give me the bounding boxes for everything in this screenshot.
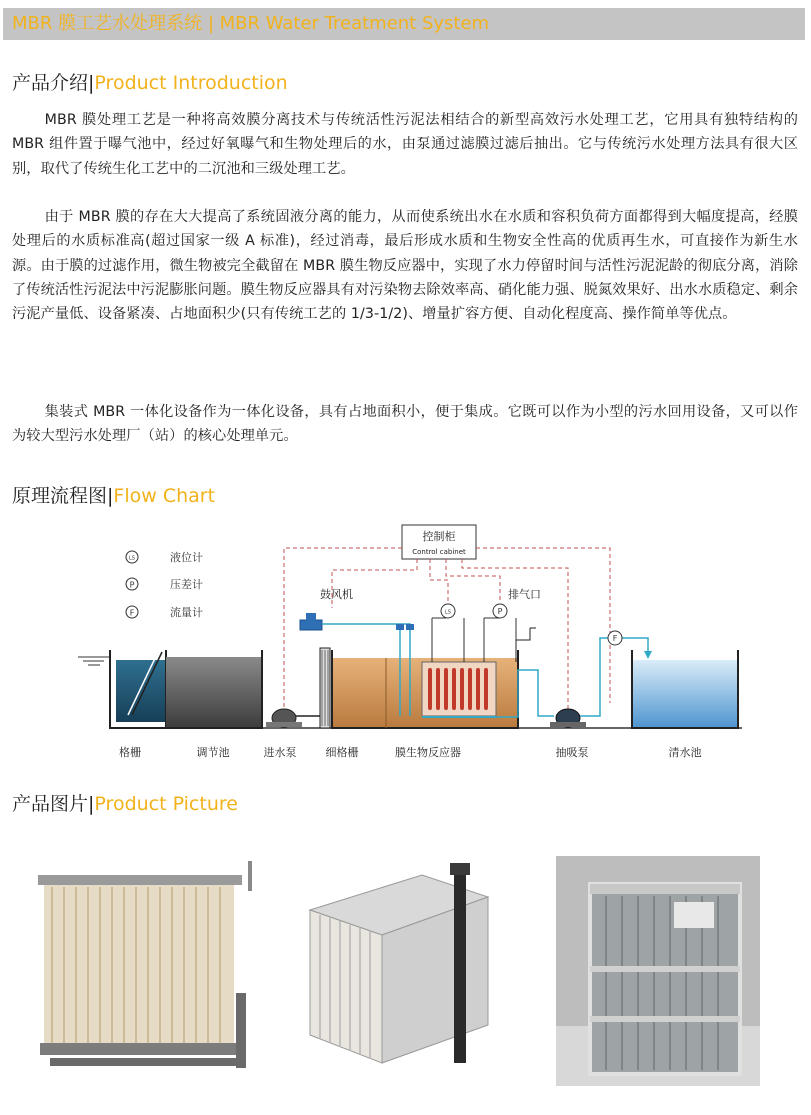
legend-label-flow: 流量计	[170, 606, 203, 619]
flow-heading-en: Flow Chart	[113, 485, 216, 507]
product-photo-flat-sheet-module	[302, 855, 494, 1075]
flow-legend	[126, 550, 203, 619]
product-photo-membrane-rack	[30, 853, 252, 1078]
stage-label-clear-water-tank: 清水池	[668, 746, 702, 759]
exhaust-label: 排气口	[508, 588, 541, 601]
clear-water-tank	[632, 650, 738, 728]
product-photo-steel-frame-module	[556, 856, 760, 1086]
control-cabinet-label-en: Control cabinet	[412, 548, 466, 556]
stage-label-mbr-reactor: 膜生物反应器	[395, 746, 461, 759]
legend-symbol-ls: LS	[129, 555, 135, 562]
intro-paragraph-2: 由于 MBR 膜的存在大大提高了系统固液分离的能力，从而使系统出水在水质和容积负荷方面都得到大幅度提高，经膜处理后的水质标准高(超过国家一级 A 标准)，经过消毒，最后形成水质和生物安全性高的优质再生水，可直接作为新生水源。由于膜的过滤作用，微生物被完全截留在 MBR 膜生物反应器中，实现了水力停留时间与活性污泥泥龄的彻底分离，消除了传统活性污泥法中污泥膨胀问题。膜生物反应器具有对污染物去除效率高、硝化能力强、脱氮效果好、出水水质稳定、剩余污泥产量低、设备紧凑、占地面积少(只有传统工艺的 1/3-1/2)、增量扩容方便、自动化程度高、操作简单等优点。	[12, 209, 798, 323]
mbr-reactor	[332, 650, 518, 728]
intro-heading-en: Product Introduction	[94, 72, 288, 94]
stage-label-suction-pump: 抽吸泵	[555, 746, 589, 759]
stage-label-inlet-pump: 进水泵	[263, 746, 297, 759]
control-cabinet-label-cn: 控制柜	[422, 530, 456, 543]
intro-heading: 产品介绍|Product Introduction	[12, 72, 288, 94]
gauge-ls-symbol: LS	[445, 609, 451, 616]
stage-label-screen: 格栅	[119, 746, 141, 759]
intro-heading-cn: 产品介绍	[12, 72, 89, 94]
page-title: MBR 膜工艺水处理系统 | MBR Water Treatment System	[12, 13, 490, 34]
regulating-tank	[166, 650, 262, 728]
fine-screen	[320, 648, 330, 728]
screen-tank	[110, 650, 166, 728]
blower-label: 鼓风机	[320, 588, 353, 601]
flow-heading: 原理流程图|Flow Chart	[12, 485, 216, 507]
legend-symbol-p: P	[129, 580, 135, 590]
intro-paragraph-1: MBR 膜处理工艺是一种将高效膜分离技术与传统活性污泥法相结合的新型高效污水处理工艺，它用具有独特结构的 MBR 组件置于曝气池中，经过好氧曝气和生物处理后的水，由泵通过滤膜过滤后抽出。它与传统污水处理方法具有很大区别，取代了传统生化工艺中的二沉池和三级处理工艺。	[12, 112, 798, 177]
pictures-heading-en: Product Picture	[94, 793, 238, 815]
legend-label-level: 液位计	[170, 551, 203, 564]
reactor-gauges	[432, 604, 516, 662]
stage-label-fine-screen: 细格栅	[325, 746, 359, 759]
gauge-p-symbol: P	[497, 607, 503, 616]
legend-symbol-f: F	[129, 608, 135, 618]
pictures-heading: 产品图片|Product Picture	[12, 793, 238, 815]
stage-label-regulating-tank: 调节池	[196, 746, 230, 759]
flow-chart-diagram	[70, 520, 746, 766]
legend-label-pressure: 压差计	[170, 578, 203, 591]
control-cabinet	[402, 525, 476, 559]
gauge-f-symbol: F	[612, 634, 618, 643]
flow-heading-cn: 原理流程图	[12, 485, 108, 507]
intro-paragraph-3: 集装式 MBR 一体化设备作为一体化设备，具有占地面积小，便于集成。它既可以作为小型的污水回用设备，又可以作为较大型污水处理厂（站）的核心处理单元。	[12, 404, 798, 445]
pictures-heading-cn: 产品图片	[12, 793, 89, 815]
stage-labels	[119, 745, 702, 759]
page-title-bar	[3, 8, 805, 40]
